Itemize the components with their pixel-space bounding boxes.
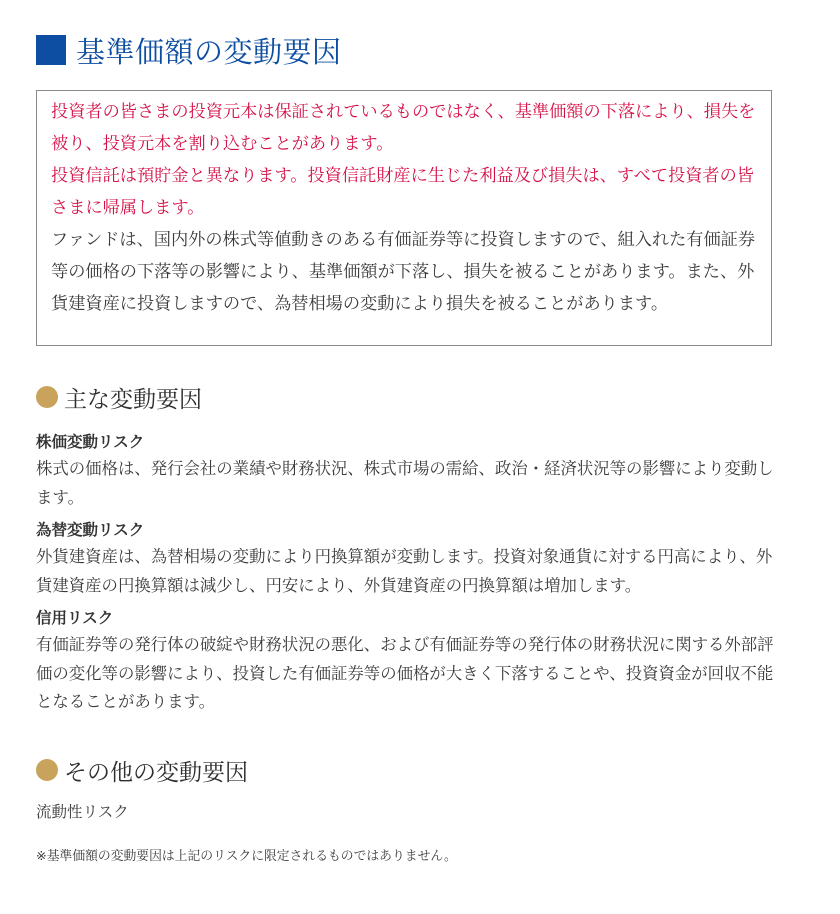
risk-body: 株式の価格は、発行会社の業績や財務状況、株式市場の需給、政治・経済状況等の影響により変動します。 [36, 459, 774, 507]
footnote: ※基準価額の変動要因は上記のリスクに限定されるものではありません。 [36, 849, 457, 864]
other-factors-heading-text: その他の変動要因 [64, 759, 248, 786]
risk-item-exchange-rate [36, 518, 778, 600]
main-factors-list [36, 430, 778, 723]
page-title: 基準価額の変動要因 [76, 34, 342, 69]
other-risk-item: 流動性リスク [36, 803, 129, 821]
risk-title: 為替変動リスク [36, 521, 145, 539]
main-factors-heading-text: 主な変動要因 [64, 386, 202, 413]
notice-gray-paragraph: ファンドは、国内外の株式等値動きのある有価証券等に投資しますので、組入れた有価証券等の価格の下落等の影響により、基準価額が下落し、損失を被ることがあります。また、外貨建資産に投資しますので、為替相場の変動により損失を被ることがあります。 [51, 230, 756, 314]
risk-title: 株価変動リスク [36, 433, 145, 451]
gold-dot-icon [36, 759, 58, 781]
page-title-row [36, 30, 342, 70]
gold-dot-icon [36, 386, 58, 408]
notice-red-paragraph-1: 投資者の皆さまの投資元本は保証されているものではなく、基準価額の下落により、損失を被り、投資元本を割り込むことがあります。 [51, 102, 756, 154]
risk-body: 有価証券等の発行体の破綻や財務状況の悪化、および有価証券等の発行体の財務状況に関する外部評価の変化等の影響により、投資した有価証券等の価格が大きく下落することや、投資資金が回収不能となることがあります。 [36, 635, 774, 711]
notice-box [36, 90, 772, 346]
risk-item-stock-price [36, 430, 778, 512]
risk-title: 信用リスク [36, 609, 114, 627]
notice-red-paragraph-2: 投資信託は預貯金と異なります。投資信託財産に生じた利益及び損失は、すべて投資者の皆さまに帰属します。 [51, 166, 754, 218]
risk-item-credit [36, 606, 778, 717]
other-factors-heading [36, 753, 248, 787]
main-factors-heading [36, 380, 202, 414]
risk-body: 外貨建資産は、為替相場の変動により円換算額が変動します。投資対象通貨に対する円高により、外貨建資産の円換算額は減少し、円安により、外貨建資産の円換算額は増加します。 [36, 547, 773, 595]
title-square-icon [36, 35, 66, 65]
